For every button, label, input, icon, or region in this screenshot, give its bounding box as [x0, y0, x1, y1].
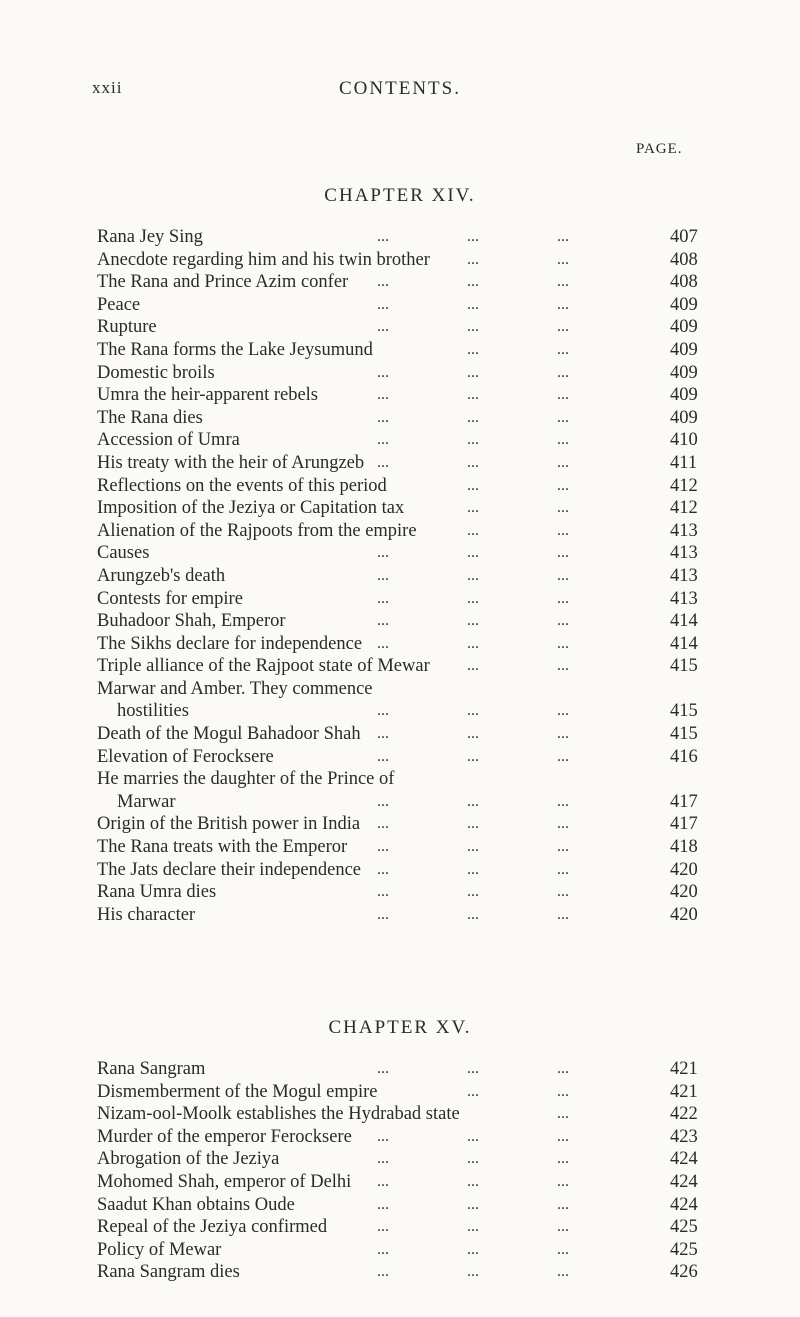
leader-dots: ... [557, 792, 569, 810]
toc-entry-title: Nizam-ool-Moolk establishes the Hydrabad state [97, 1104, 460, 1125]
toc-entry-line [97, 542, 717, 565]
toc-page-number: 414 [670, 633, 698, 654]
toc-entry [97, 881, 717, 904]
toc-entry-line [97, 1081, 717, 1104]
leader-dots: ... [377, 1172, 389, 1190]
leader-dots: ... [377, 273, 389, 291]
toc-page-number: 416 [670, 746, 698, 767]
toc-entry-title: Imposition of the Jeziya or Capitation tax [97, 498, 405, 519]
toc-entry-title: hostilities [117, 701, 189, 722]
toc-entry-line [97, 588, 717, 611]
toc-entry-title: Rana Sangram dies [97, 1262, 240, 1283]
toc-entry [97, 384, 717, 407]
leader-dots: ... [557, 589, 569, 607]
leader-dots: ... [467, 363, 479, 381]
toc-entry-title: The Rana and Prince Azim confer [97, 272, 349, 293]
toc-entry-line [97, 316, 717, 339]
toc-entry [97, 1081, 717, 1104]
toc-page-number: 409 [670, 339, 698, 360]
leader-dots: ... [467, 1195, 479, 1213]
toc-entry-title: Reflections on the events of this period [97, 475, 387, 496]
leader-dots: ... [467, 295, 479, 313]
leader-dots: ... [467, 725, 479, 743]
toc-page-number: 408 [670, 249, 698, 270]
toc-page-number: 421 [670, 1081, 698, 1102]
toc-entry-line [97, 497, 717, 520]
toc-page-number: 408 [670, 272, 698, 293]
toc-entry-title: Arungzeb's death [97, 565, 226, 586]
toc-entry-line [97, 881, 717, 904]
leader-dots: ... [557, 566, 569, 584]
toc-entry [97, 633, 717, 656]
leader-dots: ... [557, 453, 569, 471]
leader-dots: ... [467, 521, 479, 539]
leader-dots: ... [377, 838, 389, 856]
leader-dots: ... [557, 499, 569, 517]
toc-page-number: 413 [670, 565, 698, 586]
toc-entry-title: Dismemberment of the Mogul empire [97, 1081, 378, 1102]
toc-page-number: 420 [670, 882, 698, 903]
leader-dots: ... [557, 1195, 569, 1213]
toc-page-number: 414 [670, 611, 698, 632]
leader-dots: ... [377, 860, 389, 878]
toc-page-number: 420 [670, 904, 698, 925]
toc-entry-title: Peace [97, 294, 141, 315]
toc-entry-line [97, 633, 717, 656]
leader-dots: ... [377, 566, 389, 584]
leader-dots: ... [377, 1150, 389, 1168]
leader-dots: ... [377, 634, 389, 652]
toc-entry-line [97, 1148, 717, 1171]
leader-dots: ... [467, 453, 479, 471]
leader-dots: ... [377, 544, 389, 562]
toc-entry [97, 497, 717, 520]
leader-dots: ... [467, 566, 479, 584]
leader-dots: ... [377, 612, 389, 630]
toc-page-number: 413 [670, 588, 698, 609]
toc-entry-line [97, 1103, 717, 1126]
leader-dots: ... [467, 431, 479, 449]
leader-dots: ... [557, 1240, 569, 1258]
toc-entry-title: Rana Sangram [97, 1059, 206, 1079]
leader-dots: ... [467, 499, 479, 517]
toc-entry-title: Domestic broils [97, 362, 215, 383]
toc-page-number: 420 [670, 859, 698, 880]
toc-page-number: 418 [670, 837, 698, 858]
toc-entry-title: Contests for empire [97, 588, 243, 609]
leader-dots: ... [467, 318, 479, 336]
page-column-label: PAGE. [636, 141, 683, 157]
chapter-title: CHAPTER XV. [328, 1017, 472, 1038]
toc-entry-line [97, 429, 717, 452]
toc-page-number: 409 [670, 294, 698, 315]
toc-page-number: 422 [670, 1104, 698, 1125]
leader-dots: ... [557, 431, 569, 449]
toc-entry-title: Umra the heir-apparent rebels [97, 385, 319, 406]
leader-dots: ... [467, 1150, 479, 1168]
toc-page-number: 409 [670, 385, 698, 406]
leader-dots: ... [377, 702, 389, 720]
toc-page-number: 407 [670, 227, 698, 247]
leader-dots: ... [557, 657, 569, 675]
toc-entry-title: The Rana dies [97, 407, 203, 428]
toc-page-number: 426 [670, 1262, 698, 1283]
leader-dots: ... [557, 905, 569, 923]
toc-entry-line [97, 249, 717, 272]
leader-dots: ... [467, 634, 479, 652]
toc-entry-title: The Rana treats with the Emperor [97, 837, 348, 858]
leader-dots: ... [467, 273, 479, 291]
toc-entry-line [97, 294, 717, 317]
toc-entry [97, 768, 717, 813]
toc-entry-line [97, 520, 717, 543]
leader-dots: ... [557, 1082, 569, 1100]
toc-entry [97, 1058, 717, 1081]
leader-dots: ... [557, 747, 569, 765]
toc-entry-line [97, 226, 717, 249]
toc-entry-title: Causes [97, 543, 150, 564]
toc-entry-title: Marwar and Amber. They commence [97, 678, 373, 699]
toc-entry-title: The Rana forms the Lake Jeysumund [97, 339, 373, 360]
toc-entry-line [97, 768, 717, 791]
toc-entry [97, 249, 717, 272]
leader-dots: ... [377, 747, 389, 765]
toc-page-number: 417 [670, 814, 698, 835]
leader-dots: ... [557, 476, 569, 494]
toc-entry-line [97, 700, 717, 723]
toc-entry-title: Anecdote regarding him and his twin brother [97, 249, 430, 270]
toc-entry-title: The Sikhs declare for independence [97, 633, 363, 654]
toc-entry-line [97, 791, 717, 814]
toc-entry [97, 226, 717, 249]
toc-entry [97, 339, 717, 362]
leader-dots: ... [467, 1263, 479, 1281]
leader-dots: ... [377, 725, 389, 743]
toc-entry [97, 1194, 717, 1217]
toc-page-number: 411 [670, 452, 698, 473]
leader-dots: ... [467, 702, 479, 720]
toc-entry-title: Death of the Mogul Bahadoor Shah [97, 724, 361, 745]
toc-entry [97, 1216, 717, 1239]
toc-page-number: 410 [670, 430, 698, 451]
leader-dots: ... [467, 386, 479, 404]
toc-entry [97, 407, 717, 430]
leader-dots: ... [467, 657, 479, 675]
leader-dots: ... [557, 1060, 569, 1077]
toc-entry [97, 610, 717, 633]
leader-dots: ... [467, 612, 479, 630]
leader-dots: ... [377, 431, 389, 449]
toc-entry [97, 1261, 717, 1284]
leader-dots: ... [557, 883, 569, 901]
toc-entry [97, 904, 717, 927]
toc-entry-line [97, 859, 717, 882]
toc-page-number: 425 [670, 1239, 698, 1260]
toc-entry-title: His character [97, 904, 196, 925]
toc-entry [97, 588, 717, 611]
toc-entry [97, 1239, 717, 1262]
leader-dots: ... [467, 1060, 479, 1077]
toc-entry-line [97, 610, 717, 633]
leader-dots: ... [467, 860, 479, 878]
toc-entry [97, 1103, 717, 1126]
leader-dots: ... [467, 1240, 479, 1258]
leader-dots: ... [377, 1195, 389, 1213]
toc-entry [97, 520, 717, 543]
leader-dots: ... [377, 228, 389, 245]
leader-dots: ... [377, 386, 389, 404]
toc-page-number: 412 [670, 475, 698, 496]
toc-page-number: 424 [670, 1149, 698, 1170]
toc-entry-title: Saadut Khan obtains Oude [97, 1194, 295, 1215]
leader-dots: ... [557, 1218, 569, 1236]
leader-dots: ... [557, 702, 569, 720]
toc-entry-line [97, 362, 717, 385]
toc-entry-title: Murder of the emperor Ferocksere [97, 1126, 352, 1147]
toc-entry [97, 362, 717, 385]
toc-entry-title: Accession of Umra [97, 430, 240, 451]
chapter-title: CHAPTER XIV. [324, 185, 476, 206]
toc-entry-title: Rana Umra dies [97, 882, 217, 903]
leader-dots: ... [467, 1127, 479, 1145]
chapter-entries [97, 1058, 717, 1284]
leader-dots: ... [377, 1240, 389, 1258]
header-page-number: xxii [92, 78, 123, 97]
toc-entry [97, 813, 717, 836]
running-header [0, 78, 800, 108]
toc-page-number: 413 [670, 543, 698, 564]
toc-entry-line [97, 339, 717, 362]
leader-dots: ... [377, 905, 389, 923]
toc-entry-line [97, 565, 717, 588]
toc-page-number: 423 [670, 1126, 698, 1147]
leader-dots: ... [557, 860, 569, 878]
toc-entry-title: Repeal of the Jeziya confirmed [97, 1217, 328, 1238]
toc-entry-title: Origin of the British power in India [97, 814, 361, 835]
leader-dots: ... [377, 883, 389, 901]
toc-page-number: 412 [670, 498, 698, 519]
toc-page-number: 424 [670, 1171, 698, 1192]
toc-page-number: 409 [670, 362, 698, 383]
leader-dots: ... [557, 838, 569, 856]
toc-entry-line [97, 1058, 717, 1081]
toc-entry-title: Mohomed Shah, emperor of Delhi [97, 1171, 352, 1192]
leader-dots: ... [377, 295, 389, 313]
toc-entry-title: The Jats declare their independence [97, 859, 362, 880]
leader-dots: ... [557, 340, 569, 358]
toc-entry [97, 859, 717, 882]
toc-entry [97, 723, 717, 746]
toc-entry-line [97, 813, 717, 836]
toc-entry-line [97, 1171, 717, 1194]
toc-page-number: 421 [670, 1059, 698, 1079]
leader-dots: ... [557, 815, 569, 833]
toc-entry-title: Elevation of Ferocksere [97, 746, 274, 767]
toc-entry-line [97, 836, 717, 859]
toc-page-number: 415 [670, 724, 698, 745]
toc-entry-title: Rana Jey Sing [97, 227, 203, 247]
toc-page-number: 409 [670, 317, 698, 338]
leader-dots: ... [377, 453, 389, 471]
toc-entry-line [97, 452, 717, 475]
leader-dots: ... [467, 228, 479, 245]
toc-entry [97, 316, 717, 339]
leader-dots: ... [557, 408, 569, 426]
chapter-entries [97, 226, 717, 926]
toc-entry-line [97, 407, 717, 430]
leader-dots: ... [467, 476, 479, 494]
toc-page-number: 415 [670, 656, 698, 677]
leader-dots: ... [467, 544, 479, 562]
toc-entry-line [97, 1216, 717, 1239]
leader-dots: ... [467, 883, 479, 901]
leader-dots: ... [377, 792, 389, 810]
toc-entry [97, 294, 717, 317]
toc-entry-title: Buhadoor Shah, Emperor [97, 611, 286, 632]
toc-entry-line [97, 1261, 717, 1284]
leader-dots: ... [557, 612, 569, 630]
leader-dots: ... [377, 815, 389, 833]
leader-dots: ... [557, 544, 569, 562]
leader-dots: ... [467, 815, 479, 833]
leader-dots: ... [377, 1263, 389, 1281]
toc-entry [97, 655, 717, 678]
toc-entry-line [97, 271, 717, 294]
toc-entry-line [97, 746, 717, 769]
leader-dots: ... [377, 1127, 389, 1145]
toc-entry-line [97, 904, 717, 927]
toc-entry-title: Alienation of the Rajpoots from the empire [97, 520, 417, 541]
leader-dots: ... [557, 318, 569, 336]
leader-dots: ... [557, 1263, 569, 1281]
toc-entry-line [97, 723, 717, 746]
toc-entry [97, 565, 717, 588]
leader-dots: ... [557, 250, 569, 268]
leader-dots: ... [557, 363, 569, 381]
leader-dots: ... [557, 228, 569, 245]
leader-dots: ... [467, 589, 479, 607]
leader-dots: ... [467, 408, 479, 426]
leader-dots: ... [557, 521, 569, 539]
toc-page-number: 425 [670, 1217, 698, 1238]
leader-dots: ... [467, 747, 479, 765]
toc-entry-line [97, 1239, 717, 1262]
leader-dots: ... [467, 838, 479, 856]
leader-dots: ... [377, 318, 389, 336]
toc-page-number: 424 [670, 1194, 698, 1215]
toc-entry-line [97, 655, 717, 678]
toc-entry-line [97, 475, 717, 498]
toc-entry [97, 452, 717, 475]
toc-entry-title: Abrogation of the Jeziya [97, 1149, 280, 1170]
leader-dots: ... [557, 386, 569, 404]
toc-entry [97, 1171, 717, 1194]
leader-dots: ... [377, 363, 389, 381]
toc-page-number: 413 [670, 520, 698, 541]
leader-dots: ... [377, 1060, 389, 1077]
toc-entry-title: Rupture [97, 317, 157, 338]
leader-dots: ... [377, 589, 389, 607]
toc-entry-line [97, 678, 717, 701]
leader-dots: ... [557, 273, 569, 291]
leader-dots: ... [557, 1127, 569, 1145]
toc-entry-title: He marries the daughter of the Prince of [97, 769, 395, 790]
leader-dots: ... [467, 250, 479, 268]
toc-entry [97, 746, 717, 769]
leader-dots: ... [557, 1105, 569, 1123]
toc-entry [97, 1148, 717, 1171]
toc-entry-title: Marwar [117, 791, 176, 812]
leader-dots: ... [467, 1218, 479, 1236]
toc-entry [97, 1126, 717, 1149]
toc-entry-title: Triple alliance of the Rajpoot state of Mewar [97, 656, 430, 677]
leader-dots: ... [467, 1082, 479, 1100]
toc-entry [97, 678, 717, 723]
toc-entry [97, 271, 717, 294]
toc-entry [97, 475, 717, 498]
toc-entry-line [97, 384, 717, 407]
leader-dots: ... [377, 1218, 389, 1236]
toc-page-number: 409 [670, 407, 698, 428]
leader-dots: ... [467, 905, 479, 923]
toc-entry [97, 429, 717, 452]
toc-entry-line [97, 1126, 717, 1149]
toc-page-number: 417 [670, 791, 698, 812]
toc-entry [97, 542, 717, 565]
leader-dots: ... [467, 792, 479, 810]
toc-entry [97, 836, 717, 859]
leader-dots: ... [467, 340, 479, 358]
leader-dots: ... [557, 725, 569, 743]
leader-dots: ... [467, 1172, 479, 1190]
leader-dots: ... [377, 408, 389, 426]
toc-entry-line [97, 1194, 717, 1217]
toc-entry-title: Policy of Mewar [97, 1239, 222, 1260]
header-title: CONTENTS. [339, 78, 461, 99]
leader-dots: ... [557, 634, 569, 652]
leader-dots: ... [557, 295, 569, 313]
toc-page-number: 415 [670, 701, 698, 722]
toc-entry-title: His treaty with the heir of Arungzeb [97, 452, 365, 473]
leader-dots: ... [557, 1150, 569, 1168]
leader-dots: ... [557, 1172, 569, 1190]
